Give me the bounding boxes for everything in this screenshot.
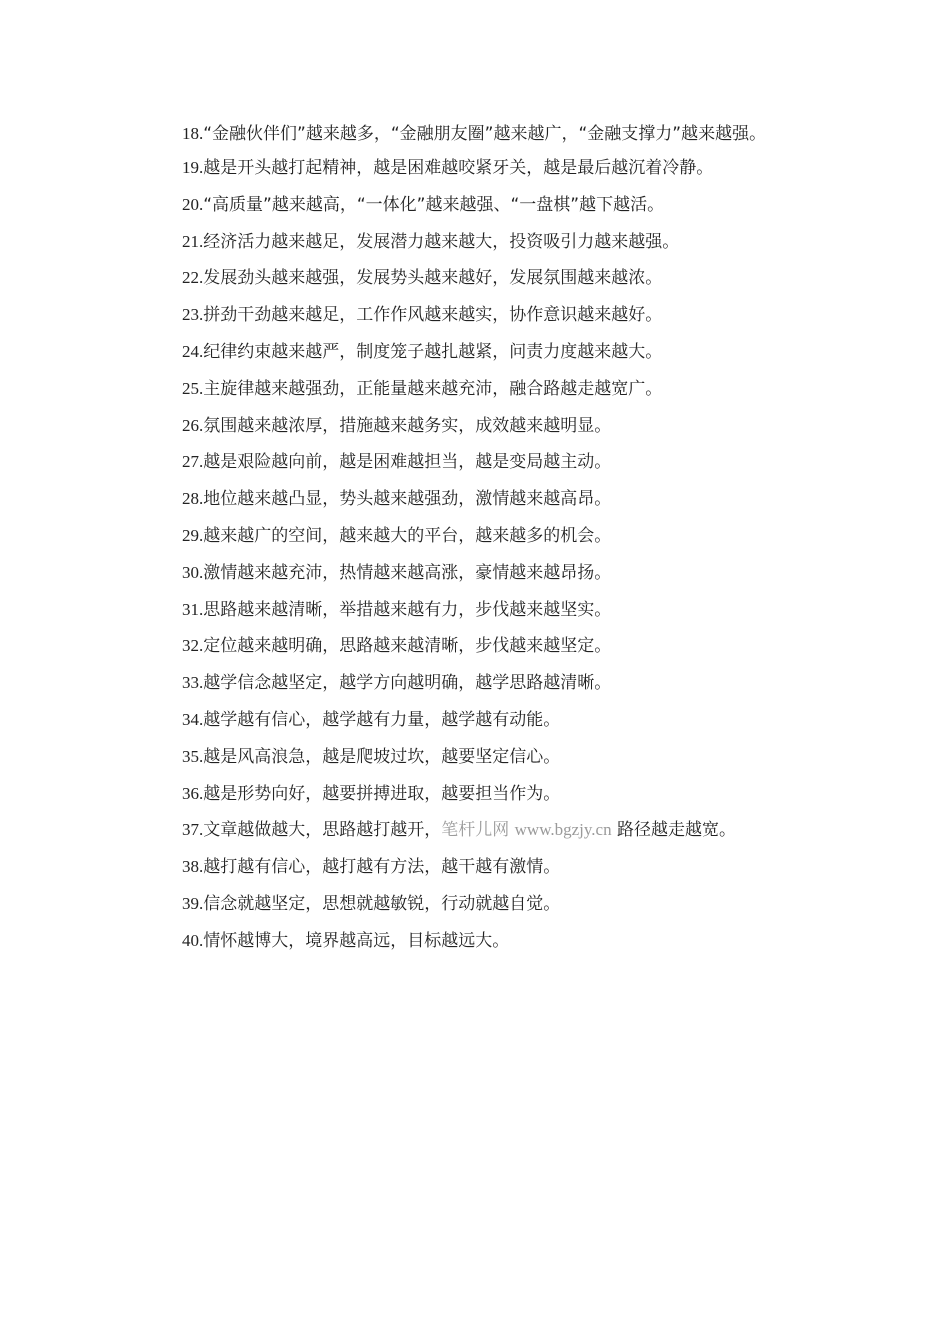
item-text: “金融伙伴们”越来越多，“金融朋友圈”越来越广，“金融支撑力”越来越强。 — [203, 124, 767, 144]
list-item — [145, 855, 810, 879]
item-text: 路径越走越宽。 — [617, 820, 736, 841]
item-text: 情怀越博大，境界越高远，目标越远大。 — [203, 930, 510, 951]
item-text: 发展劲头越来越强，发展势头越来越好，发展氛围越来越浓。 — [203, 268, 663, 289]
item-number: 31. — [182, 599, 204, 619]
item-number: 35. — [182, 746, 204, 766]
item-text: 越打越有信心，越打越有方法，越干越有激情。 — [203, 857, 561, 878]
item-number: 36. — [182, 783, 204, 803]
item-text: 激情越来越充沛，热情越来越高涨，豪情越来越昂扬。 — [203, 562, 612, 583]
item-number: 20. — [182, 194, 204, 214]
item-text: 文章越做越大，思路越打越开， — [203, 820, 442, 841]
item-text: 纪律约束越来越严，制度笼子越扎越紧，问责力度越来越大。 — [203, 341, 663, 362]
item-number: 21. — [182, 231, 204, 251]
item-text: 经济活力越来越足，发展潜力越来越大，投资吸引力越来越强。 — [203, 231, 680, 252]
item-text: 信念就越坚定，思想就越敏锐，行动就越自觉。 — [203, 893, 561, 914]
list-item — [145, 745, 810, 769]
item-number: 30. — [182, 562, 204, 582]
list-item — [145, 671, 810, 695]
list-item — [145, 450, 810, 474]
list-item — [145, 708, 810, 732]
item-number: 26. — [182, 415, 204, 435]
list-item — [145, 414, 810, 438]
item-text: 越来越广的空间，越来越大的平台，越来越多的机会。 — [203, 525, 612, 546]
list-item — [145, 782, 810, 806]
item-text: 越是开头越打起精神，越是困难越咬紧牙关，越是最后越沉着冷静。 — [203, 158, 714, 178]
list-item — [145, 230, 810, 254]
list-item — [145, 122, 810, 146]
item-text: 拼劲干劲越来越足，工作作风越来越实，协作意识越来越好。 — [203, 305, 663, 326]
list-item — [145, 487, 810, 511]
item-number: 22. — [182, 268, 204, 288]
item-text: 越学越有信心，越学越有力量，越学越有动能。 — [203, 709, 561, 730]
item-number: 38. — [182, 857, 204, 877]
list-item — [145, 524, 810, 548]
item-text: 定位越来越明确，思路越来越清晰，步伐越来越坚定。 — [203, 636, 612, 657]
item-text: 氛围越来越浓厚，措施越来越务实，成效越来越明显。 — [203, 415, 612, 436]
list-item — [145, 892, 810, 916]
item-text: 越是风高浪急，越是爬坡过坎，越要坚定信心。 — [203, 746, 561, 767]
item-number: 40. — [182, 930, 204, 950]
item-number: 27. — [182, 452, 204, 472]
item-number: 29. — [182, 525, 204, 545]
item-number: 19. — [182, 158, 204, 177]
list-item — [145, 561, 810, 585]
item-number: 23. — [182, 305, 204, 325]
watermark-name: 笔杆儿网 — [441, 820, 510, 841]
item-text: 思路越来越清晰，举措越来越有力，步伐越来越坚实。 — [203, 599, 612, 620]
item-text: 越学信念越坚定，越学方向越明确，越学思路越清晰。 — [203, 673, 612, 694]
item-number: 18. — [182, 124, 204, 143]
list-item — [145, 377, 810, 401]
list-item — [145, 266, 810, 290]
list-item — [145, 598, 810, 622]
list-item — [145, 634, 810, 658]
item-text: 越是艰险越向前，越是困难越担当，越是变局越主动。 — [203, 452, 612, 473]
item-number: 33. — [182, 673, 204, 693]
watermark-url: www.bgzjy.cn — [514, 820, 612, 840]
list-item — [145, 929, 810, 953]
item-number: 28. — [182, 489, 204, 509]
document-body — [145, 122, 810, 966]
item-text: 地位越来越凸显，势头越来越强劲，激情越来越高昂。 — [203, 489, 612, 510]
item-number: 24. — [182, 341, 204, 361]
list-item — [145, 156, 810, 180]
item-text: “高质量”越来越高，“一体化”越来越强、“一盘棋”越下越活。 — [203, 194, 665, 215]
item-text: 越是形势向好，越要拼搏进取，越要担当作为。 — [203, 783, 561, 804]
list-item — [145, 193, 810, 217]
item-number: 34. — [182, 709, 204, 729]
item-text: 主旋律越来越强劲，正能量越来越充沛，融合路越走越宽广。 — [203, 378, 663, 399]
item-number: 25. — [182, 378, 204, 398]
list-item-with-watermark — [145, 818, 810, 842]
item-number: 37. — [182, 820, 204, 840]
list-item — [145, 303, 810, 327]
item-number: 32. — [182, 636, 204, 656]
item-number: 39. — [182, 893, 204, 913]
list-item — [145, 340, 810, 364]
